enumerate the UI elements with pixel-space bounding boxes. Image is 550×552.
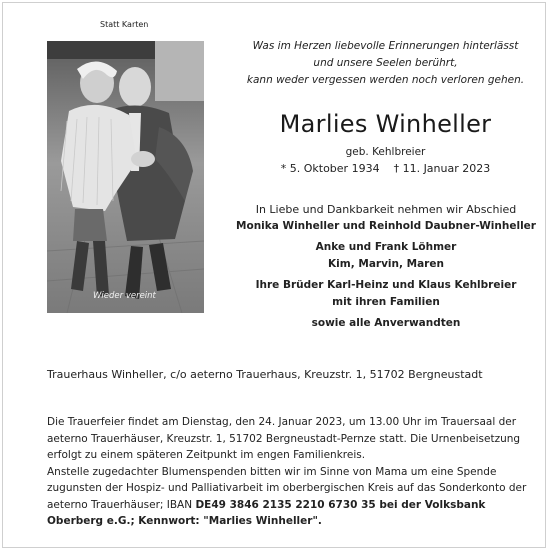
mourner-family: mit ihren Familien [332, 296, 440, 308]
donation-request [47, 464, 537, 530]
mourner-family: Kim, Marvin, Maren [328, 258, 444, 270]
death-date: † 11. Januar 2023 [393, 162, 491, 175]
maiden-name: geb. Kehlbreier [345, 146, 426, 158]
statt-karten-label: Statt Karten [100, 20, 149, 29]
funeral-details: Die Trauerfeier findet am Dienstag, den 24. Januar 2023, um 13.00 Uhr im Trauersaal der aeterno Trauerhäuser, Kreuzstr. 1, 51702 Bergneustadt-Pernze statt. Die Urnenbeisetzung erfolgt zu einem späteren Zeitpunkt im engen Familienkreis. [47, 416, 521, 461]
birth-date: * 5. Oktober 1934 [280, 162, 380, 175]
mourner-family: Anke und Frank Löhmer [315, 241, 457, 253]
mourners-list [230, 201, 542, 332]
memorial-photo [47, 41, 204, 313]
memorial-quote [238, 38, 533, 89]
quote-line: kann weder vergessen werden noch verloren gehen. [246, 74, 525, 86]
donation-account: DE49 3846 2135 2210 6730 35 bei der Volksbank Oberberg e.G.; Kennwort: "Marlies Winheller". [47, 498, 486, 527]
life-dates [238, 162, 533, 175]
quote-line: Was im Herzen liebevolle Erinnerungen hinterlässt [252, 40, 519, 52]
mourner-family: Ihre Brüder Karl-Heinz und Klaus Kehlbreier [255, 279, 517, 291]
couple-photo-image [47, 41, 204, 313]
quote-line: und unsere Seelen berührt, [313, 57, 458, 69]
funeral-notice [47, 414, 537, 530]
deceased-name: Marlies Winheller [279, 110, 492, 138]
photo-caption: Wieder vereint [93, 291, 156, 301]
mourner-family: Monika Winheller und Reinhold Daubner-Winheller [236, 220, 536, 232]
mourning-address: Trauerhaus Winheller, c/o aeterno Trauerhaus, Kreuzstr. 1, 51702 Bergneustadt [47, 368, 483, 381]
mourner-family: sowie alle Anverwandten [311, 317, 461, 329]
mourners-intro: In Liebe und Dankbarkeit nehmen wir Abschied [255, 203, 517, 216]
donation-text: Anstelle zugedachter Blumenspenden bitten wir im Sinne von Mama um eine Spende zugunsten der Hospiz- und Palliativarbeit im oberbergischen Kreis auf das Sonderkonto der aeterno Trauerhäuser; IBAN [47, 465, 527, 511]
